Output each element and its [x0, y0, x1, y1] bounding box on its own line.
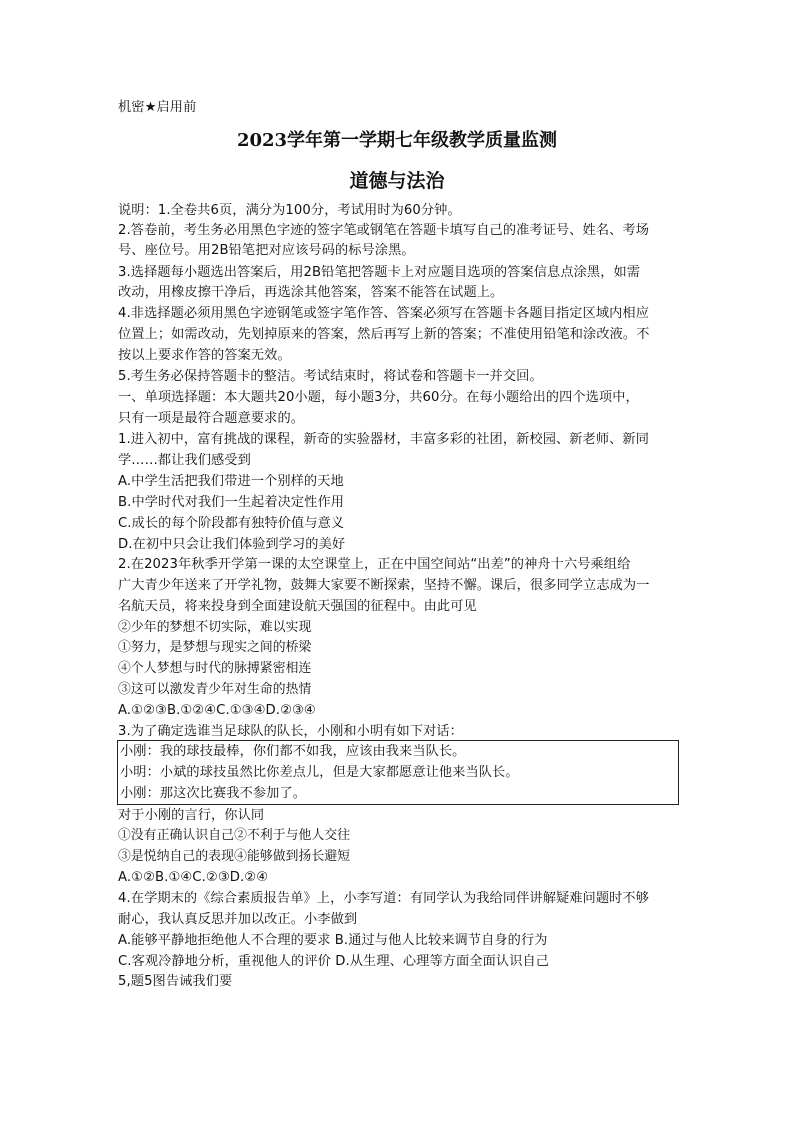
- q2-options: A.①②③B.①②④C.①③④D.②③④: [118, 703, 316, 718]
- q3-options: A.①②B.①④C.②③D.②④: [118, 870, 269, 885]
- exam-subject: 道德与法治: [349, 170, 445, 192]
- instruction-line: 4.非选择题必须用黑色字迹钢笔或签字笔作答、答案必须写在答题卡各题目指定区域内相应: [118, 306, 649, 321]
- q5-stem: 5,题5图告诫我们要: [118, 974, 233, 989]
- q3-statement: ③是悦纳自己的表现④能够做到扬长避短: [118, 849, 351, 864]
- q3-statement: ①没有正确认识自己②不利于与他人交往: [118, 828, 351, 843]
- q1-option-a: A.中学生活把我们带进一个别样的天地: [118, 474, 344, 489]
- instruction-line: 3.选择题每小题选出答案后，用2B铅笔把答题卡上对应题目选项的答案信息点涂黑，如需: [118, 265, 641, 280]
- q2-statement: ①努力，是梦想与现实之间的桥梁: [118, 640, 312, 655]
- exam-title: 2023学年第一学期七年级教学质量监测: [236, 130, 558, 151]
- q1-stem: 学……都让我们感受到: [118, 453, 251, 468]
- instruction-line: 号、座位号。用2B铅笔把对应该号码的标号涂黑。: [118, 243, 415, 258]
- section-heading: 只有一项是最符合题意要求的。: [118, 411, 305, 426]
- instruction-line: 改动，用橡皮擦干净后，再选涂其他答案，答案不能答在试题上。: [118, 285, 504, 300]
- instruction-line: 5.考生务必保持答题卡的整洁。考试结束时，将试卷和答题卡一并交回。: [118, 369, 543, 384]
- instruction-line: 按以上要求作答的答案无效。: [118, 348, 291, 363]
- q2-statement: ②少年的梦想不切实际，难以实现: [118, 620, 312, 635]
- q3-dialogue-line: 小刚：那这次比赛我不参加了。: [120, 786, 307, 801]
- q1-option-b: B.中学时代对我们一生起着决定性作用: [118, 495, 345, 510]
- q4-stem: 耐心，我认真反思并加以改正。小李做到: [118, 912, 358, 927]
- confidential-mark: 机密★启用前: [118, 100, 197, 115]
- q3-dialogue-line: 小明：小斌的球技虽然比你差点儿，但是大家都愿意让他来当队长。: [120, 765, 519, 780]
- q2-statement: ③这可以激发青少年对生命的热情: [118, 682, 312, 697]
- instruction-line: 2.答卷前，考生务必用黑色字迹的签字笔或钢笔在答题卡填写自己的准考证号、姓名、考场: [118, 223, 649, 238]
- q3-dialogue-line: 小刚：我的球技最棒，你们都不如我，应该由我来当队长。: [120, 744, 466, 759]
- q2-statement: ④个人梦想与时代的脉搏紧密相连: [118, 661, 312, 676]
- q3-question: 对于小刚的言行，你认同: [118, 808, 265, 823]
- q4-options: A.能够平静地拒绝他人不合理的要求 B.通过与他人比较来调节自身的行为: [118, 933, 548, 948]
- q4-options: C.客观冷静地分析，重视他人的评价 D.从生理、心理等方面全面认识自己: [118, 954, 550, 969]
- instruction-line: 说明：1.全卷共6页，满分为100分，考试用时为60分钟。: [118, 203, 461, 218]
- q1-stem: 1.进入初中，富有挑战的课程，新奇的实验器材，丰富多彩的社团，新校园、新老师、新同: [118, 432, 649, 447]
- q2-stem: 2.在2023年秋季开学第一课的太空课堂上，正在中国空间站“出差”的神舟十六号乘组给: [118, 557, 631, 572]
- q1-option-d: D.在初中只会让我们体验到学习的美好: [118, 537, 346, 552]
- q3-stem: 3.为了确定选谁当足球队的队长，小刚和小明有如下对话：: [118, 724, 463, 739]
- q4-stem: 4.在学期末的《综合素质报告单》上，小李写道：有同学认为我给同伴讲解疑难问题时不够: [118, 891, 649, 906]
- q2-stem: 广大青少年送来了开学礼物，鼓舞大家要不断探索，坚持不懈。课后，很多同学立志成为一: [118, 578, 650, 593]
- section-heading: 一、单项选择题：本大题共20小题，每小题3分，共60分。在每小题给出的四个选项中，: [118, 390, 639, 405]
- q1-option-c: C.成长的每个阶段都有独特价值与意义: [118, 516, 345, 531]
- instruction-line: 位置上；如需改动，先划掉原来的答案，然后再写上新的答案；不准使用铅笔和涂改液。不: [118, 327, 650, 342]
- q2-stem: 名航天员，将来投身到全面建设航天强国的征程中。由此可见: [118, 599, 477, 614]
